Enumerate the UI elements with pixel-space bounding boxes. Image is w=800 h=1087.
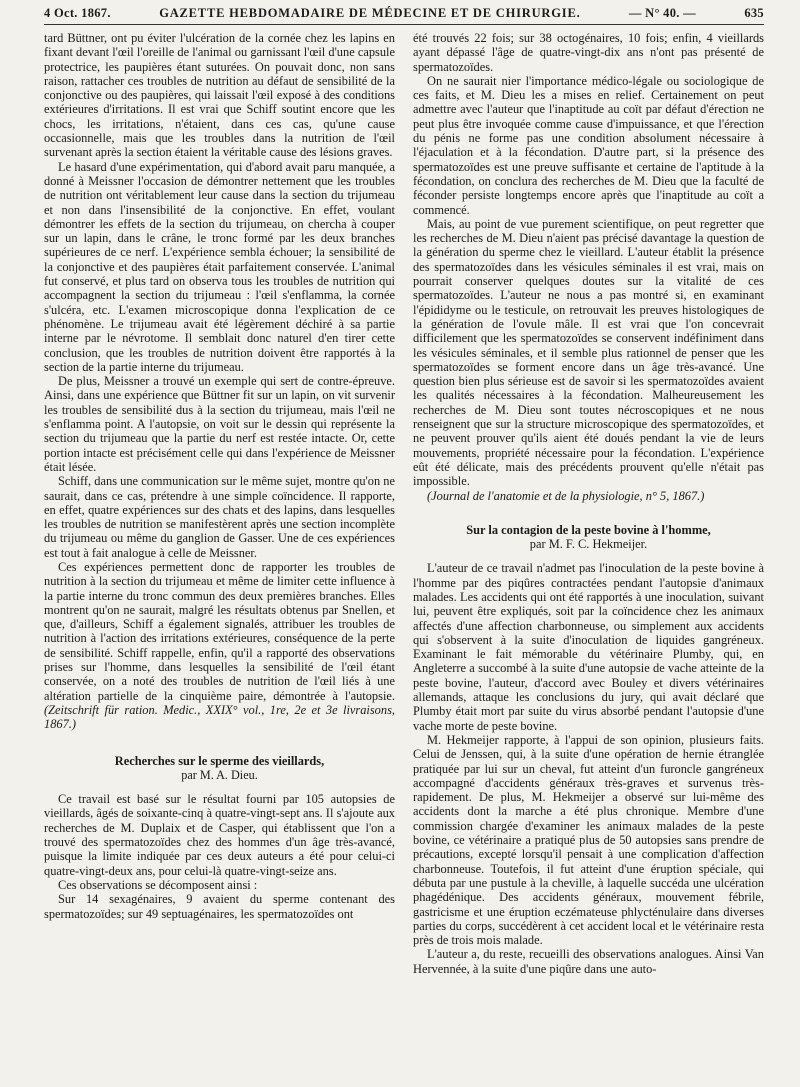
- paragraph: Mais, au point de vue purement scientifique, on peut regretter que les recherches de M. Dieu n'aient pas précisé davantage la question de la génération du sperme chez le vieillard. L'auteur établit la présence des spermatozoïdes dans les vésicules séminales il est vrai, mais on pourrait conserver quelques doutes sur la vitalité de ces spermatozoïdes. L'auteur ne nous a pas montré si, en examinant l'épididyme ou le testicule, on retrouvait les preuves histologiques de la génération de l'ovule mâle. Il est vrai que l'on concevrait difficilement que les spermatozoïdes se conservent indéfiniment dans les vésicules séminales, et il semble plus rationnel de penser que les spermatozoïdes se forment encore dans un âge très-avancé. Une question bien plus sérieuse est de savoir si les spermatozoïdes avaient les qualités nécessaires à la fécondation. Malheureusement les recherches de M. Dieu sont toutes nécroscopiques et ne nous renseignent que sur la structure microscopique des spermatozoïdes, et ne peuvent prouver qu'ils aient été doués pendant la vie de leurs mouvements, propriété nécessaire pour la fécondation. L'expérience eût été délicate, mais des précédents prouvent qu'elle n'était pas impossible.: [413, 216, 764, 489]
- article-author: par M. F. C. Hekmeijer.: [529, 537, 648, 552]
- issue-number: — N° 40. —: [628, 6, 696, 20]
- paragraph: L'auteur de ce travail n'admet pas l'inoculation de la peste bovine à l'homme par des piqûres contractées pendant l'autopsie d'animaux malades. Les accidents qui ont été rapportés à une inoculation, suivant lui, peuvent être expliqués, soit par la coïncidence chez les animaux affectés d'une affection charbonneuse, ou simplement aux accidents qui s'observent à la suite d'inoculation de liquides gangréneux. Examinant le fait mémorable du vétérinaire Plumby, qui, en Angleterre a succombé à la suite d'une autopsie de vache atteinte de la peste bovine, l'auteur, d'accord avec Bouley et divers vétérinaires allemands, attaque les conclusions du jury, qui avait déclaré que Plumby était mort par suite du virus absorbé pendant l'autopsie d'une vache morte de peste bovine.: [413, 561, 764, 733]
- paragraph: tard Büttner, ont pu éviter l'ulcération de la cornée chez les lapins en fixant devant l'œil l'oreille de l'animal ou garnissant l'œil d'une capsule protectrice, les paupières étant suturées. On pouvait donc, non sans raison, rattacher ces troubles de nutrition au défaut de sensibilité de la conjonctive ou des paupières, qui laissait l'œil exposé à des conditions extérieures d'irritations. Il est vrai que Schiff soutint encore que les chocs, les irritations, n'étaient, dans ces cas, qu'une cause occasionnelle, mais que les troubles dans la nutrition de l'œil survenant après la section étaient la véritable cause des lésions graves.: [44, 31, 395, 160]
- article-title: Recherches sur le sperme des vieillards,: [114, 753, 325, 768]
- paragraph: On ne saurait nier l'importance médico-légale ou sociologique de ces faits, et M. Dieu les a mises en relief. Certainement on peut admettre avec l'auteur que l'inaptitude au coït par défaut d'érection ne peut plus être invoquée comme cause d'impuissance, et que l'érection du pénis ne forme pas une condition absolument nécessaire à l'éjaculation et à la fécondation. D'autre part, si la présence des spermatozoïdes est une preuve suffisante et certaine de l'aptitude à la fécondation, on conclura des recherches de M. Dieu que la faculté de féconder persiste longtemps encore après que l'inaptitude au coït a commencé.: [413, 73, 764, 217]
- page-header: [44, 6, 764, 25]
- paragraph: [413, 489, 764, 503]
- paragraph: M. Hekmeijer rapporte, à l'appui de son opinion, plusieurs faits. Celui de Jenssen, qui, à la suite d'une opération de hernie étranglée pratiquée par lui sur un cheval, fut atteint d'un furoncle gangréneux accompagné d'accidents généraux très-graves et survenus très-rapidement. De plus, M. Hekmeijer a observé sur lui-même des accidents dont la marche a été plus chronique. Membre d'une commission chargée d'examiner les animaux malades de la peste bovine, ce vétérinaire a pratiqué plus de 50 autopsies sans prendre de précautions, excepté lorsqu'il pensait à une complication d'affection charbonneuse. Toutefois, il fut atteint d'une éruption spéciale, qui débuta par une pustule à la cheville, à laquelle succéda une ulcération phagédénique. Des accidents généraux, mouvement fébrile, gastricisme et une éruption eczémateuse phlycténulaire dans diverses parties du corps, succédèrent à cet accident local et le vétérinaire resta près de trois mois malade.: [413, 732, 764, 948]
- page-number: 635: [744, 6, 764, 20]
- paragraph: été trouvés 22 fois; sur 38 octogénaires, 10 fois; enfin, 4 vieillards ayant dépassé l'âge de quatre-vingt-dix ans n'ont pas présenté de spermatozoïdes.: [413, 31, 764, 74]
- article-heading: [44, 754, 395, 783]
- citation: (Zeitschrift für ration. Medic., XXIX° vol., 1re, 2e et 3e livraisons, 1867.): [44, 702, 395, 732]
- paragraph: Ce travail est basé sur le résultat fourni par 105 autopsies de vieillards, âgés de soixante-cinq à quatre-vingt-sept ans. Il s'ajoute aux recherches de M. Duplaix et de Casper, qui établissent que l'on a trouvé des spermatozoïdes chez des hommes d'un âge très-avancé, puisque la limite indiquée par ces deux auteurs a été pour celui-ci quatre-vingt-deux ans, pour celui-là quatre-vingt-seize ans.: [44, 792, 395, 878]
- issue-date: 4 Oct. 1867.: [44, 6, 111, 20]
- paragraph: [44, 560, 395, 732]
- paragraph: Le hasard d'une expérimentation, qui d'abord avait paru manquée, a donné à Meissner l'occasion de démontrer nettement que les troubles de nutrition ont véritablement leur cause dans la section du trijumeau et non dans l'insensibilité de la conjonctive. En effet, voulant démontrer les effets de la section du trijumeau, on chercha à couper sur un lapin, dans le crâne, le tronc formé par les deux branches supérieures de ce nerf. L'expérience sembla échouer; la sensibilité de la conjonctive et des paupières était parfaitement conservée. L'animal fut conservé, et plus tard on observa tous les troubles de nutrition qui accompagnent la section du trijumeau : l'œil s'enflamma, la cornée s'ulcéra, etc. L'examen microscopique donna l'explication de ce phénomène. Le trijumeau avait été légèrement déchiré à sa partie interne par le névrotome. Il semblait donc naturel d'en tirer cette conclusion, que les troubles de nutrition doivent être rapportés à la section de la partie interne du trijumeau.: [44, 159, 395, 374]
- citation: (Journal de l'anatomie et de la physiologie, n° 5, 1867.): [427, 488, 705, 503]
- paragraph: L'auteur a, du reste, recueilli des observations analogues. Ainsi Van Hervennée, à la suite d'une piqûre dans une auto-: [413, 947, 764, 976]
- article-heading: [413, 523, 764, 552]
- left-column: [44, 31, 395, 976]
- paragraph: Ces observations se décomposent ainsi :: [58, 877, 258, 892]
- paragraph: Sur 14 sexagénaires, 9 avaient du sperme contenant des spermatozoïdes; sur 49 septuagénaires, les spermatozoïdes ont: [44, 892, 395, 921]
- two-column-body: [44, 31, 764, 976]
- right-column: [413, 31, 764, 976]
- paragraph: De plus, Meissner a trouvé un exemple qui sert de contre-épreuve. Ainsi, dans une expérience que Büttner fit sur un lapin, on vit survenir les troubles de sensibilité dus à la section du trijumeau, mais l'œil ne s'enflamma point. A l'autopsie, on voit sur le dessin qui représente la section du trijumeau que la partie du nerf est restée intacte. Or, cette portion intacte est précisément celle qui dans l'expérience de Meissner était lésée.: [44, 374, 395, 474]
- paragraph: Schiff, dans une communication sur le même sujet, montre qu'on ne saurait, dans ce cas, prétendre à une simple coïncidence. Il rapporte, en effet, quatre expériences sur des chats et des lapins, dans lesquelles les troubles de nutrition se manifestèrent après une section incomplète du trijumeau ou même du ganglion de Gasser. Une de ces expériences est tout à fait analogue à celle de Meissner.: [44, 474, 395, 560]
- journal-title: GAZETTE HEBDOMADAIRE DE MÉDECINE ET DE CHIRURGIE.: [159, 6, 581, 20]
- article-title: Sur la contagion de la peste bovine à l'homme,: [466, 522, 711, 537]
- article-author: par M. A. Dieu.: [181, 767, 258, 782]
- paragraph-text: Ces expériences permettent donc de rapporter les troubles de nutrition à la section du trijumeau et même de limiter cette influence à la partie interne du tronc commun des deux premières branches. Elles montrent qu'on ne saurait, malgré les résultats obtenus par Snellen, et que, d'ailleurs, Schiff a également signalés, attribuer les troubles de nutrition à l'action des irritations extérieures, conséquence de la perte de sensibilité. Schiff rappelle, enfin, qu'il a rapporté des observations prises sur l'homme, dans lesquelles la sensibilité de l'œil étant conservée, on a noté des troubles de nutrition de l'œil liés à une altération partielle de la cinquième paire, démontrée à l'autopsie.: [44, 559, 395, 703]
